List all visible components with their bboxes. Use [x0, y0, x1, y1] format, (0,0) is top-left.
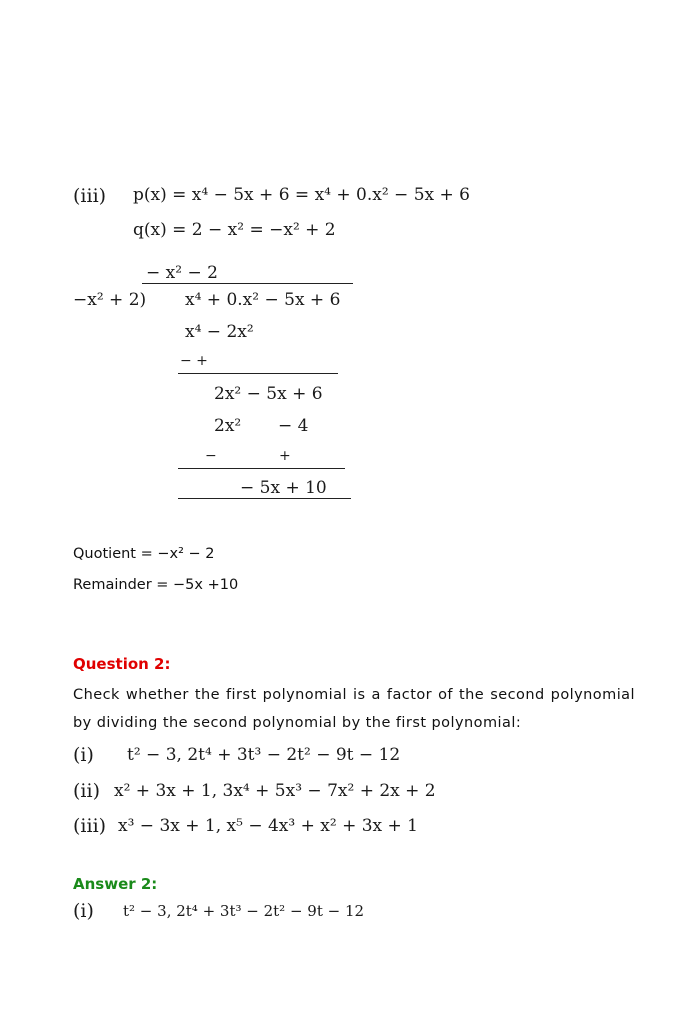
step2-product-b: − 4 — [278, 416, 309, 436]
remainder-text: Remainder = −5x +10 — [73, 577, 239, 593]
quotient-text: Quotient = −x² − 2 — [73, 546, 215, 562]
question-body: Check whether the first polynomial is a factor of the second polynomial by dividing the second polynomial by the first polynomial: — [73, 687, 635, 731]
question-item-label: (i) — [73, 744, 94, 766]
step1-signs: − + — [180, 353, 208, 369]
question-item-label: (ii) — [73, 780, 100, 802]
division-bar — [142, 283, 353, 284]
question-heading: Question 2: — [73, 655, 171, 673]
step1-product: x⁴ − 2x² — [185, 322, 254, 342]
final-rule — [178, 498, 351, 499]
answer-item-label: (i) — [73, 900, 94, 922]
p-of-x-line: p(x) = x⁴ − 5x + 6 = x⁴ + 0.x² − 5x + 6 — [133, 185, 470, 205]
step1-rule — [178, 373, 338, 374]
step2-rule — [178, 468, 345, 469]
step2-sign-b: + — [279, 448, 291, 464]
part-label: (iii) — [73, 185, 107, 207]
answer-heading: Answer 2: — [73, 875, 158, 893]
final-remainder: − 5x + 10 — [240, 478, 327, 498]
question-item-expr: x² + 3x + 1, 3x⁴ + 5x³ − 7x² + 2x + 2 — [114, 781, 436, 801]
quotient-top: − x² − 2 — [146, 263, 218, 283]
step2-product-a: 2x² — [214, 416, 242, 436]
q-of-x-line: q(x) = 2 − x² = −x² + 2 — [133, 220, 336, 240]
question-item-expr: x³ − 3x + 1, x⁵ − 4x³ + x² + 3x + 1 — [118, 816, 418, 836]
answer-item-expr: t² − 3, 2t⁴ + 3t³ − 2t² − 9t − 12 — [123, 902, 365, 920]
dividend: x⁴ + 0.x² − 5x + 6 — [185, 290, 341, 310]
question-item-expr: t² − 3, 2t⁴ + 3t³ − 2t² − 9t − 12 — [127, 745, 401, 765]
divisor: −x² + 2) — [73, 290, 147, 310]
step1-remainder: 2x² − 5x + 6 — [214, 384, 323, 404]
question-item-label: (iii) — [73, 815, 107, 837]
step2-sign-a: − — [205, 448, 217, 464]
